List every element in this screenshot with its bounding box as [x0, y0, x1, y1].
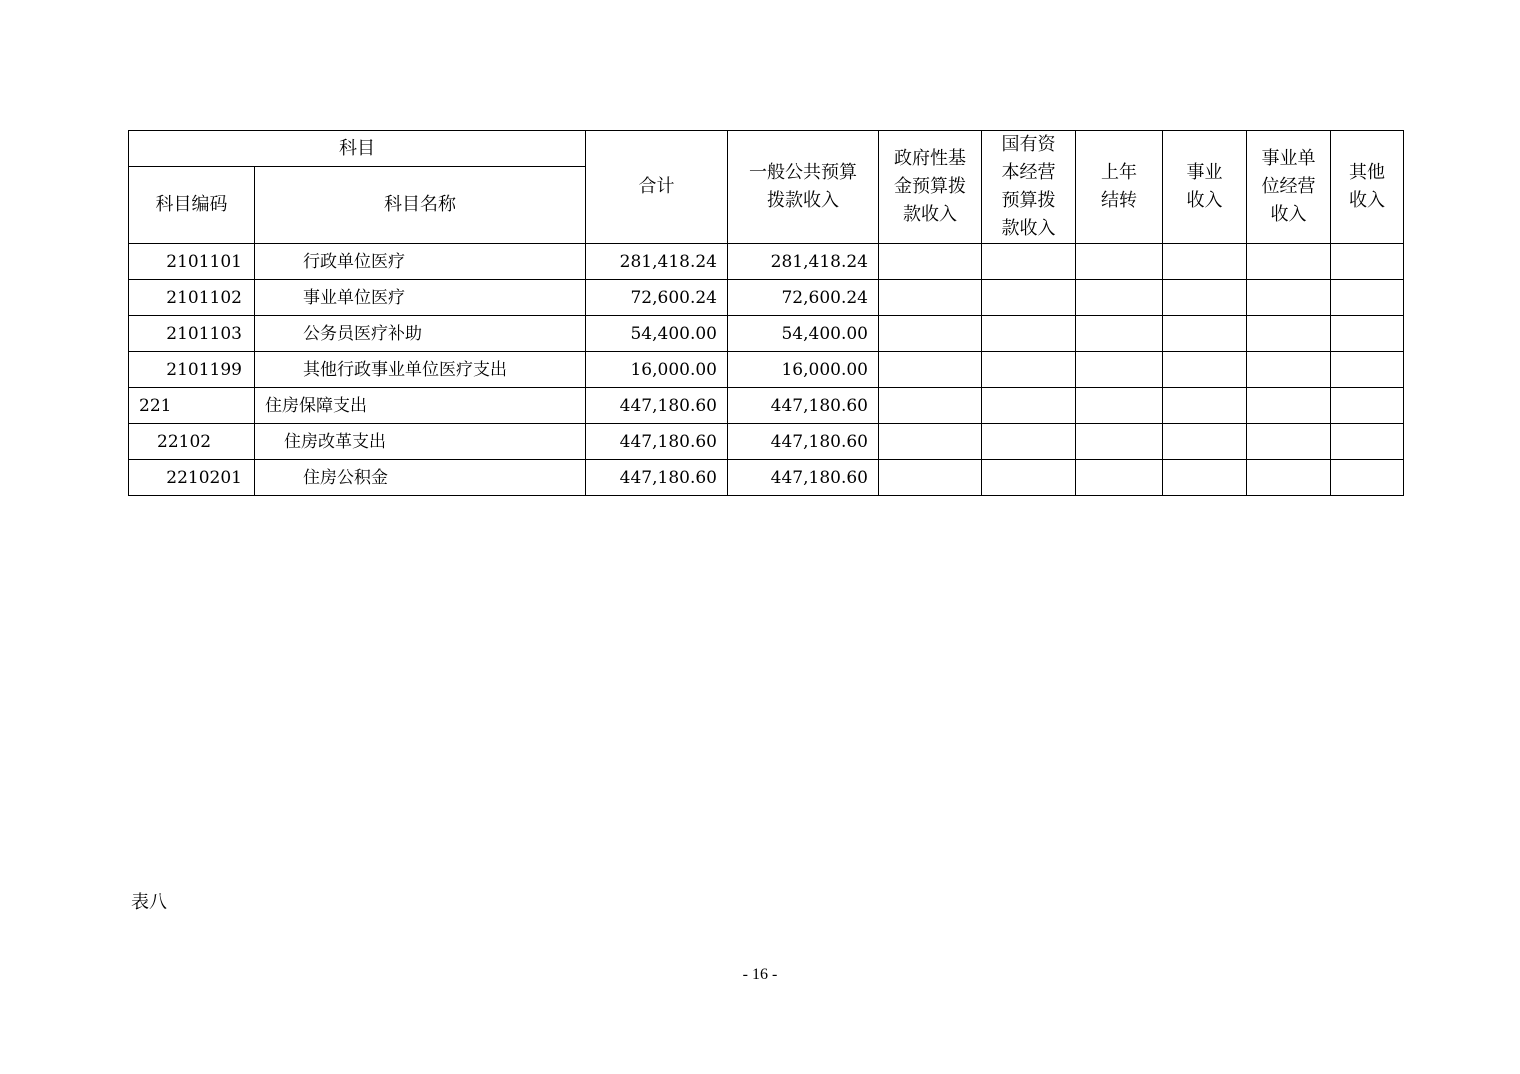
general-budget-cell: 447,180.60 [728, 424, 879, 460]
subject-code-cell: 22102 [129, 424, 255, 460]
total-cell: 447,180.60 [586, 388, 728, 424]
subject-code-cell: 2210201 [129, 460, 255, 496]
subject-code-cell: 2101199 [129, 352, 255, 388]
total-cell: 16,000.00 [586, 352, 728, 388]
empty-cell [982, 424, 1076, 460]
empty-cell [1247, 316, 1331, 352]
other-income-header: 其他 收入 [1331, 131, 1404, 244]
empty-cell [982, 280, 1076, 316]
subject-name-cell: 住房改革支出 [255, 424, 586, 460]
empty-cell [1163, 460, 1247, 496]
general-budget-header: 一般公共预算 拨款收入 [728, 131, 879, 244]
carryover-header: 上年 结转 [1076, 131, 1163, 244]
empty-cell [1331, 244, 1404, 280]
empty-cell [1331, 460, 1404, 496]
total-header: 合计 [586, 131, 728, 244]
subject-name-header: 科目名称 [255, 167, 586, 244]
empty-cell [982, 388, 1076, 424]
general-budget-cell: 72,600.24 [728, 280, 879, 316]
table-label: 表八 [131, 892, 167, 913]
empty-cell [1163, 352, 1247, 388]
empty-cell [1247, 424, 1331, 460]
subject-name-cell: 住房公积金 [255, 460, 586, 496]
table-row [129, 424, 1404, 460]
empty-cell [982, 352, 1076, 388]
budget-table [128, 130, 1404, 496]
state-capital-header: 国有资 本经营 预算拨 款收入 [982, 131, 1076, 244]
total-cell: 72,600.24 [586, 280, 728, 316]
empty-cell [879, 280, 982, 316]
empty-cell [1331, 316, 1404, 352]
empty-cell [1163, 244, 1247, 280]
empty-cell [1247, 244, 1331, 280]
subject-code-cell: 221 [129, 388, 255, 424]
total-cell: 281,418.24 [586, 244, 728, 280]
empty-cell [1076, 424, 1163, 460]
table-row [129, 316, 1404, 352]
empty-cell [1076, 352, 1163, 388]
empty-cell [1076, 388, 1163, 424]
empty-cell [982, 244, 1076, 280]
empty-cell [879, 244, 982, 280]
empty-cell [982, 316, 1076, 352]
empty-cell [879, 316, 982, 352]
empty-cell [1331, 424, 1404, 460]
empty-cell [1331, 280, 1404, 316]
table-row [129, 460, 1404, 496]
gov-fund-header: 政府性基 金预算拨 款收入 [879, 131, 982, 244]
empty-cell [1163, 424, 1247, 460]
empty-cell [1076, 244, 1163, 280]
total-cell: 447,180.60 [586, 460, 728, 496]
empty-cell [1076, 316, 1163, 352]
subject-code-header: 科目编码 [129, 167, 255, 244]
total-cell: 447,180.60 [586, 424, 728, 460]
subject-code-cell: 2101102 [129, 280, 255, 316]
page-number: - 16 - [742, 966, 778, 983]
subject-name-cell: 公务员医疗补助 [255, 316, 586, 352]
empty-cell [1247, 388, 1331, 424]
empty-cell [1076, 460, 1163, 496]
empty-cell [879, 460, 982, 496]
subject-code-cell: 2101101 [129, 244, 255, 280]
empty-cell [1247, 460, 1331, 496]
total-cell: 54,400.00 [586, 316, 728, 352]
empty-cell [879, 388, 982, 424]
empty-cell [1163, 316, 1247, 352]
table-row [129, 244, 1404, 280]
empty-cell [1331, 352, 1404, 388]
business-income-header: 事业 收入 [1163, 131, 1247, 244]
unit-operating-header: 事业单 位经营 收入 [1247, 131, 1331, 244]
general-budget-cell: 16,000.00 [728, 352, 879, 388]
table-row [129, 352, 1404, 388]
subject-name-cell: 其他行政事业单位医疗支出 [255, 352, 586, 388]
general-budget-cell: 54,400.00 [728, 316, 879, 352]
table-row [129, 280, 1404, 316]
subject-group-header: 科目 [129, 131, 586, 167]
general-budget-cell: 447,180.60 [728, 460, 879, 496]
general-budget-cell: 447,180.60 [728, 388, 879, 424]
table-row [129, 388, 1404, 424]
general-budget-cell: 281,418.24 [728, 244, 879, 280]
subject-name-cell: 事业单位医疗 [255, 280, 586, 316]
empty-cell [1247, 280, 1331, 316]
empty-cell [1163, 280, 1247, 316]
empty-cell [879, 424, 982, 460]
empty-cell [1331, 388, 1404, 424]
subject-name-cell: 行政单位医疗 [255, 244, 586, 280]
subject-code-cell: 2101103 [129, 316, 255, 352]
empty-cell [879, 352, 982, 388]
empty-cell [1247, 352, 1331, 388]
subject-name-cell: 住房保障支出 [255, 388, 586, 424]
empty-cell [982, 460, 1076, 496]
empty-cell [1163, 388, 1247, 424]
empty-cell [1076, 280, 1163, 316]
